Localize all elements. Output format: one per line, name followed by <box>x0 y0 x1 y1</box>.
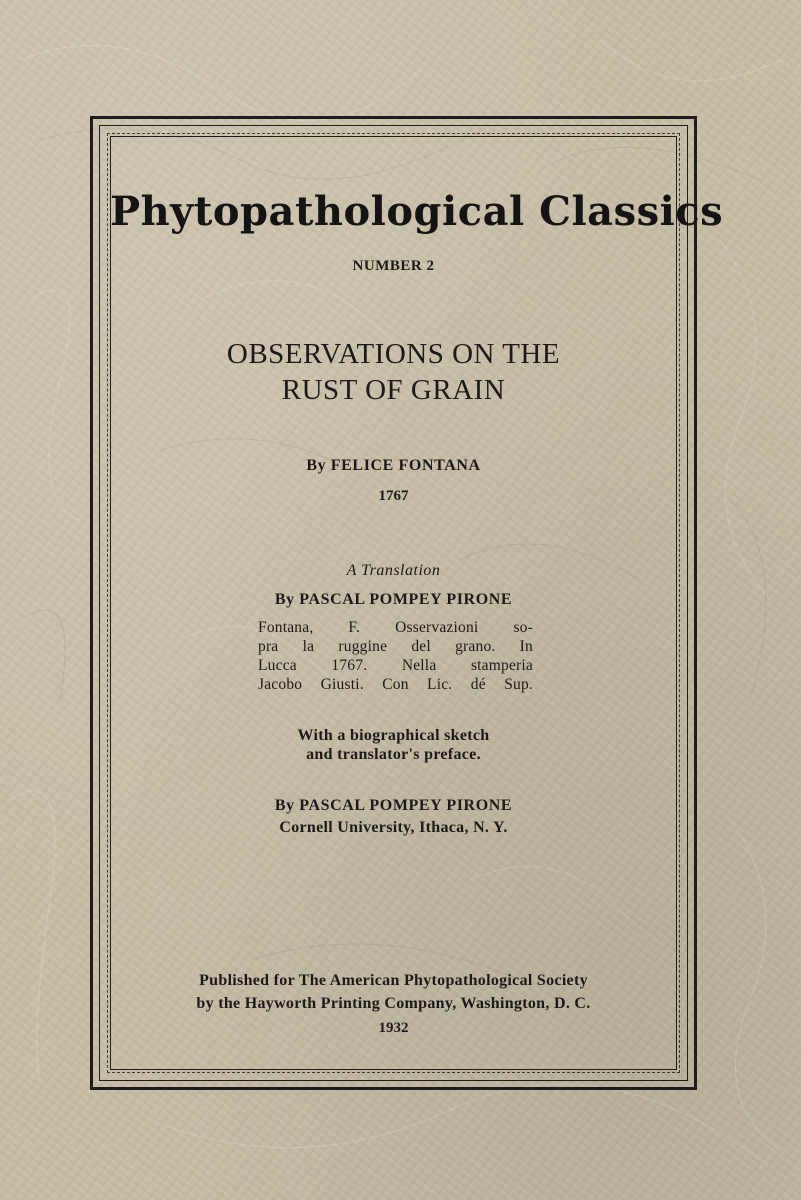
book-title-line-2: RUST OF GRAIN <box>281 374 506 406</box>
author-line: By FELICE FONTANA <box>306 457 481 474</box>
sketch-author-line: By PASCAL POMPEY PIRONE <box>274 797 513 814</box>
publication-year: 1932 <box>378 1020 409 1036</box>
citation-line: pra la ruggine del grano. In <box>258 638 533 655</box>
bio-line-1: With a biographical sketch <box>297 727 490 744</box>
original-year: 1767 <box>378 488 409 504</box>
citation-line: Jacobo Giusti. Con Lic. dé Sup. <box>258 676 533 693</box>
translator-line: By PASCAL POMPEY PIRONE <box>274 591 513 608</box>
series-number: NUMBER 2 <box>352 258 435 274</box>
affiliation-line: Cornell University, Ithaca, N. Y. <box>279 819 508 836</box>
citation-line: Lucca 1767. Nella stamperia <box>258 657 533 674</box>
publisher-line-1: Published for The American Phytopathological Society <box>199 972 588 989</box>
citation-line: Fontana, F. Osservazioni so- <box>258 619 533 636</box>
bio-line-2: and translator's preface. <box>306 746 481 763</box>
series-title: Phytopathological Classics <box>110 188 724 235</box>
translation-label: A Translation <box>346 562 441 579</box>
citation-block <box>258 618 533 694</box>
book-title-line-1: OBSERVATIONS ON THE <box>226 338 561 370</box>
publisher-line-2: by the Hayworth Printing Company, Washington, D. C. <box>196 995 591 1012</box>
